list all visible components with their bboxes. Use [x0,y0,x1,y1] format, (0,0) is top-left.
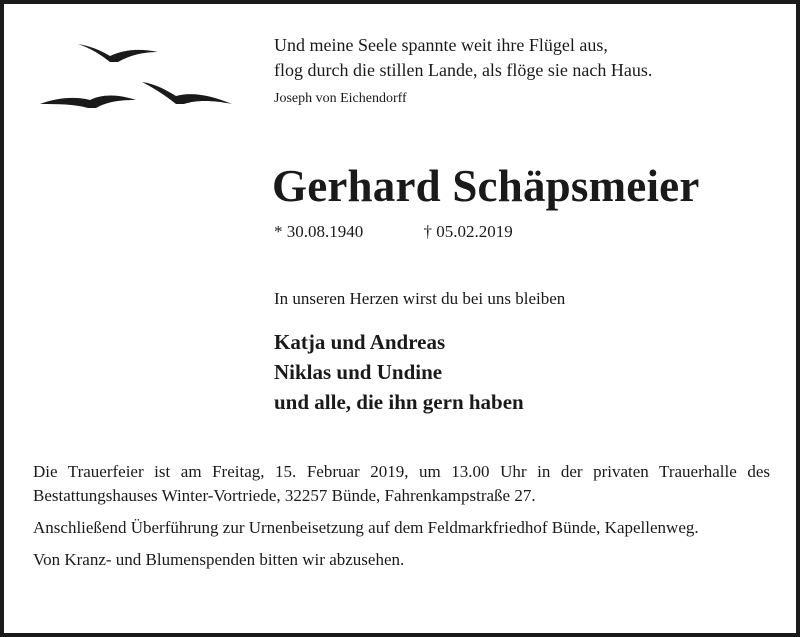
poem-line-2: flog durch die stillen Lande, als flöge sie nach Haus. [274,60,653,80]
mourners-list [274,327,524,417]
ceremony-note: Die Trauerfeier ist am Freitag, 15. Februar 2019, um 13.00 Uhr in der privaten Trauerhalle des Bestattungshauses Winter-Vortriede, 32257 Bünde, Fahrenkampstraße 27. [33,462,770,505]
mourner-line: und alle, die ihn gern haben [274,390,524,414]
burial-note: Anschließend Überführung zur Urnenbeisetzung auf dem Feldmarkfriedhof Bünde, Kapellenweg. [33,518,699,537]
flowers-note: Von Kranz- und Blumenspenden bitten wir abzusehen. [33,550,405,569]
death-date: † 05.02.2019 [423,222,513,241]
poem-line-1: Und meine Seele spannte weit ihre Flügel aus, [274,35,608,55]
poem [274,33,652,107]
mourner-line: Niklas und Undine [274,360,443,384]
deceased-name: Gerhard Schäpsmeier [272,161,700,211]
motto: In unseren Herzen wirst du bei uns bleiben [274,289,566,308]
birth-date: * 30.08.1940 [274,222,364,241]
poem-author: Joseph von Eichendorff [274,91,407,106]
funeral-details [33,460,770,580]
life-dates [274,222,513,242]
flying-birds-icon [38,38,238,118]
mourner-line: Katja und Andreas [274,330,446,354]
